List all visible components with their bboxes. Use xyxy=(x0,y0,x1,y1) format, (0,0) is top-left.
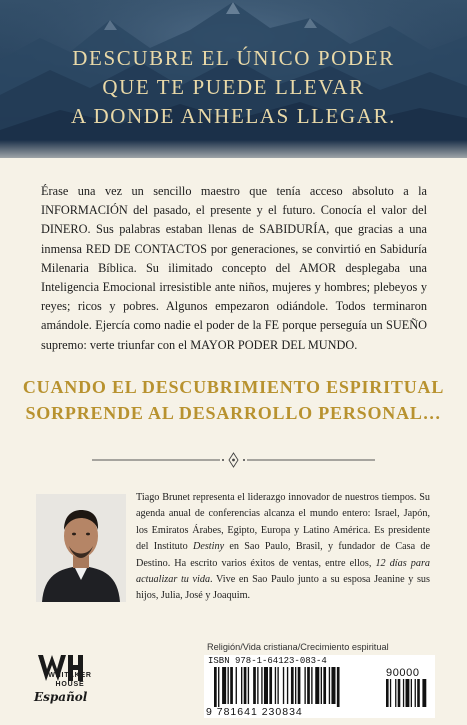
price-code: 90000 xyxy=(386,667,420,679)
publisher-name-line-1: WHITAKER xyxy=(48,672,92,679)
author-bio xyxy=(136,490,430,605)
synopsis-text: Érase una vez un sencillo maestro que tenía acceso absoluto a la INFORMACIÓN del pasado, el presente y el futuro. Conocía el valor del DINERO. Sus palabras estaban llenas de SABIDURÍA, que gracias a una inmensa RED DE CONTACTOS por generaciones, se convirtió en Sabiduría Milenaria Bíblica. Su ilimitado concepto del AMOR desplegaba una Inteligencia Emocional irresistible ante niños, mujeres y hombres; plebeyos y reyes; ricos y pobres. Algunos empezaron odiándole. Todos terminaron amándole. Ejercía como nadie el poder de la FE porque perseguía un SUEÑO supremo: verte triunfar con el MAYOR PODER DEL MUNDO. xyxy=(41,184,427,352)
author-photo xyxy=(36,494,126,602)
hero-headline xyxy=(0,44,467,131)
publisher-name xyxy=(30,671,110,689)
author-bio-part-3: . Vive en Sao Paulo junto a su esposa Jeanine y sus hijos, Julia, José y Joaquim. xyxy=(136,574,430,602)
author-bio-italic-1: Destiny xyxy=(192,541,225,553)
tagline-line-1: CUANDO EL DESCUBRIMIENTO ESPIRITUAL xyxy=(22,377,445,397)
author-bio-italic-2: 12 días para actualizar tu vida xyxy=(136,557,431,586)
ornament-divider xyxy=(92,452,375,468)
hero-headline-line-3: A DONDE ANHELAS LLEGAR. xyxy=(71,104,396,128)
hero-banner xyxy=(0,0,467,158)
hero-fade xyxy=(0,140,467,170)
tagline xyxy=(0,374,467,426)
author-bio-part-2: en Sao Paulo, Brasil, y fundador de Casa de Destino. Ha escrito varios éxitos de ventas, entre ellos, xyxy=(136,541,431,569)
publisher-imprint: Español xyxy=(34,690,88,704)
publisher-name-line-2: HOUSE xyxy=(55,681,85,688)
barcode-panel xyxy=(204,655,435,718)
hero-headline-line-1: DESCUBRE EL ÚNICO PODER xyxy=(72,46,395,70)
isbn-text: ISBN 978-1-64123-083-4 xyxy=(208,656,327,666)
tagline-line-2: SORPRENDE AL DESARROLLO PERSONAL… xyxy=(25,403,442,423)
barcode-icon xyxy=(204,667,435,707)
author-bio-part-1: Tiago Brunet representa el liderazgo innovador de nuestros tiempos. Su agenda anual de conferencias alcanza el mundo entero: Israel, Japón, los Emiratos Árabes, Egipto, Europa y Latino América. Es presidente del Instituto xyxy=(136,492,430,553)
category-label: Religión/Vida cristiana/Crecimiento espiritual xyxy=(207,642,389,652)
barcode-digits: 9 781641 230834 xyxy=(206,706,303,718)
hero-headline-line-2: QUE TE PUEDE LLEVAR xyxy=(102,75,365,99)
